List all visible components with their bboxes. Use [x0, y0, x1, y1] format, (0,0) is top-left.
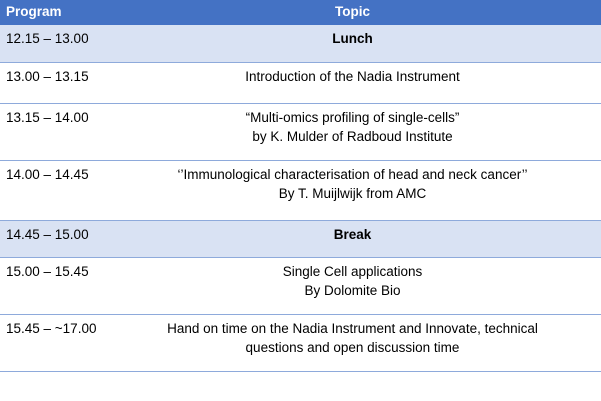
topic-line: Lunch: [332, 31, 373, 46]
table-row: [0, 314, 601, 371]
topic-line: Introduction of the Nadia Instrument: [245, 68, 460, 84]
topic-line: Single Cell applications: [282, 263, 423, 279]
row-time: 14.45 – 15.00: [6, 226, 89, 242]
row-topic: [110, 314, 601, 371]
topic-line: “Multi-omics profiling of single-cells”: [245, 109, 460, 125]
table-row: [0, 25, 601, 62]
topic-line: By T. Muijlwijk from AMC: [278, 185, 427, 201]
table-header-row: [0, 0, 601, 25]
topic-line: Hand on time on the Nadia Instrument and Innovate, technical: [167, 320, 538, 336]
program-column-header: Program: [6, 4, 62, 19]
topic-line: Break: [333, 226, 372, 242]
table-row: [0, 220, 601, 257]
row-topic: [110, 62, 601, 103]
row-topic: [110, 25, 601, 62]
topic-line: By Dolomite Bio: [304, 282, 401, 298]
row-time: 13.15 – 14.00: [6, 109, 89, 125]
topic-line: questions and open discussion time: [245, 339, 460, 355]
table-row: [0, 257, 601, 314]
row-topic: [110, 257, 601, 314]
row-topic: [110, 220, 601, 257]
topic-column-header: Topic: [335, 4, 370, 19]
table-row: [0, 62, 601, 103]
row-time: 15.00 – 15.45: [6, 263, 89, 279]
row-time: 13.00 – 13.15: [6, 68, 89, 84]
row-topic: [110, 160, 601, 220]
table-row: [0, 103, 601, 160]
row-time: 12.15 – 13.00: [6, 31, 89, 46]
topic-line: ‘’Immunological characterisation of head and neck cancer’’: [177, 166, 528, 182]
table-row: [0, 160, 601, 220]
topic-line: by K. Mulder of Radboud Institute: [252, 128, 453, 144]
row-time: 14.00 – 14.45: [6, 166, 89, 182]
row-time: 15.45 – ~17.00: [6, 320, 97, 336]
row-topic: [110, 103, 601, 160]
